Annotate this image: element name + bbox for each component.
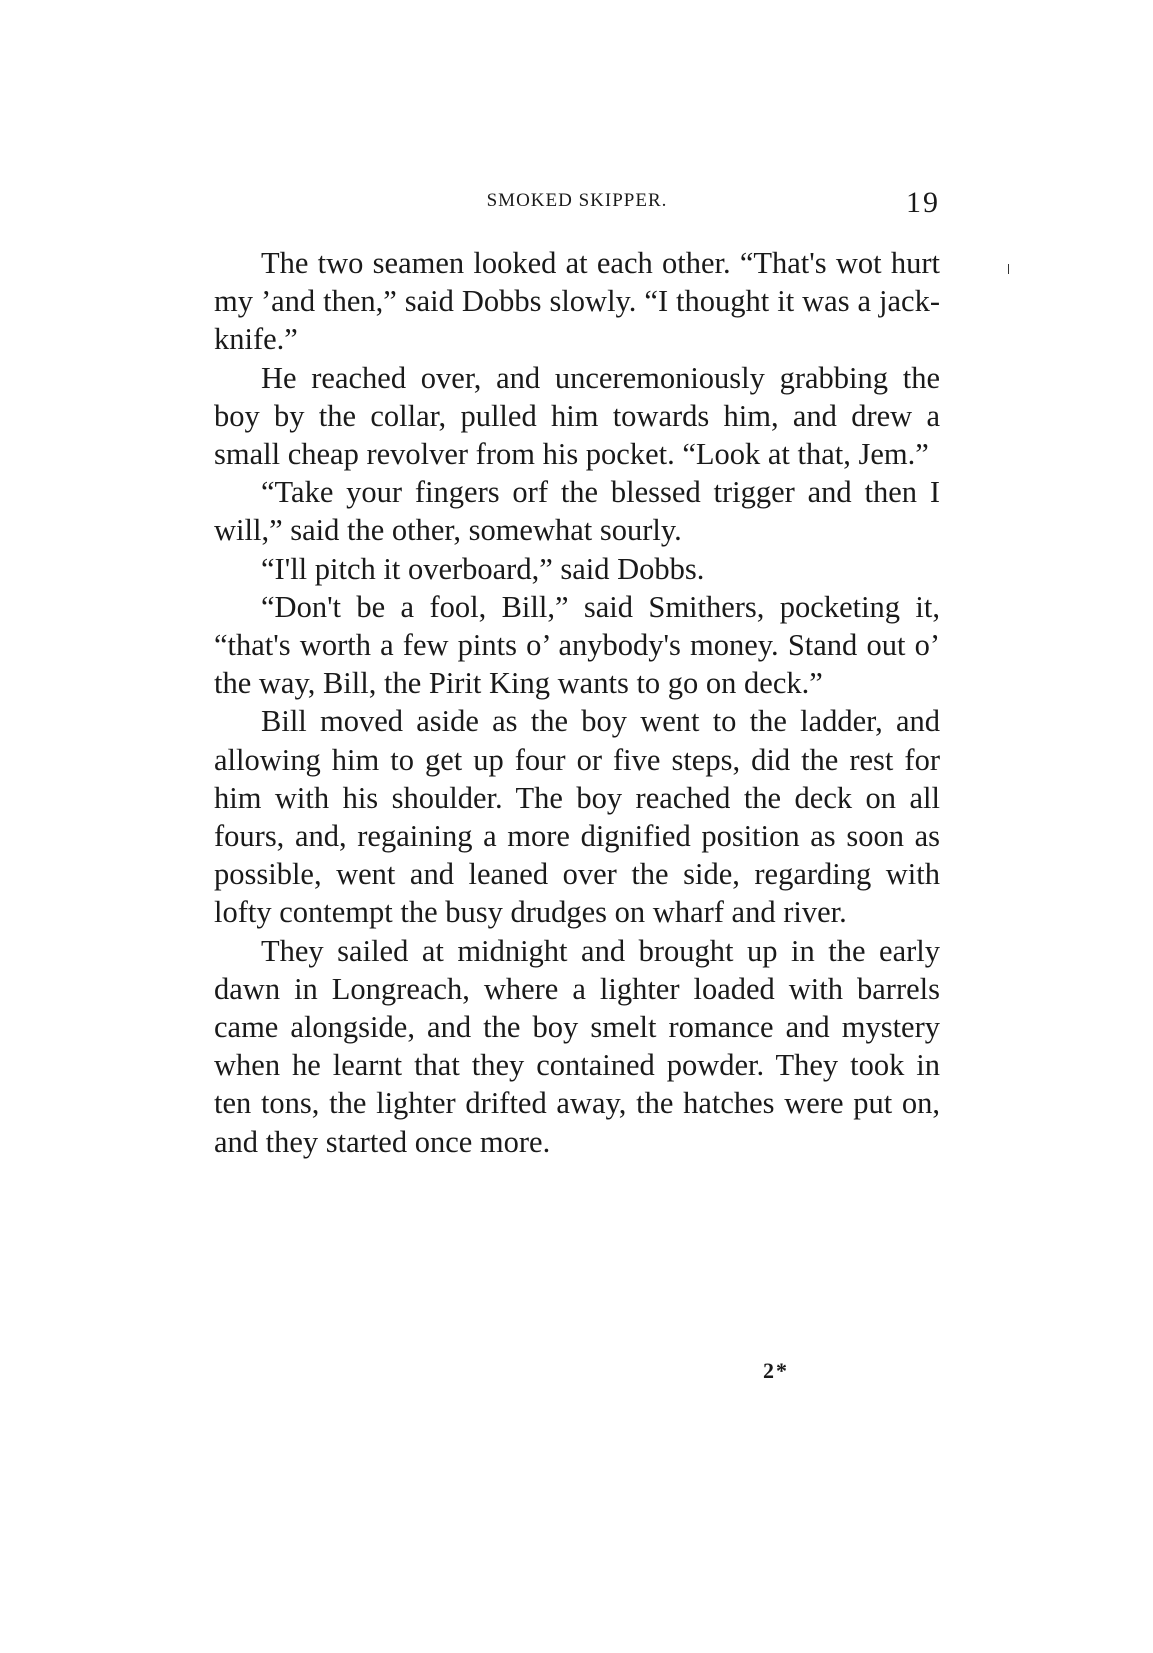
paragraph: He reached over, and unceremoniously grabbing the boy by the collar, pulled him towards him, and drew a small cheap revolver from his pocket. “Look at that, Jem.” (214, 360, 940, 472)
signature-mark: 2* (763, 1358, 789, 1383)
page-number: 19 (906, 186, 940, 219)
paragraph: “Take your fingers orf the blessed trigger and then I will,” said the other, somewhat sourly. (214, 475, 940, 548)
running-head (214, 186, 940, 230)
paragraph: Bill moved aside as the boy went to the ladder, and allowing him to get up four or five steps, did the rest for him with his shoulder. The boy reached the deck on all fours, and, regaining a more dignified position as soon as possible, went and leaned over the side, regarding with lofty contempt the busy drudges on wharf and river. (214, 704, 940, 930)
paragraph: “Don't be a fool, Bill,” said Smithers, pocketing it, “that's worth a few pints o’ anybody's money. Stand out o’ the way, Bill, the Pirit King wants to go on deck.” (214, 589, 940, 701)
body-text (214, 244, 940, 1161)
stray-ink-mark (1008, 264, 1009, 274)
paragraph: The two seamen looked at each other. “That's wot hurt my ’and then,” said Dobbs slowly. “I thought it was a jack-knife.” (214, 246, 940, 357)
paragraph: “I'll pitch it overboard,” said Dobbs. (261, 551, 705, 586)
paragraph: They sailed at midnight and brought up in the early dawn in Longreach, where a lighter loaded with barrels came alongside, and the boy smelt romance and mystery when he learnt that they contained powder. They took in ten tons, the lighter drifted away, the hatches were put on, and they started once more. (214, 933, 940, 1159)
running-title: SMOKED SKIPPER. (486, 190, 668, 211)
